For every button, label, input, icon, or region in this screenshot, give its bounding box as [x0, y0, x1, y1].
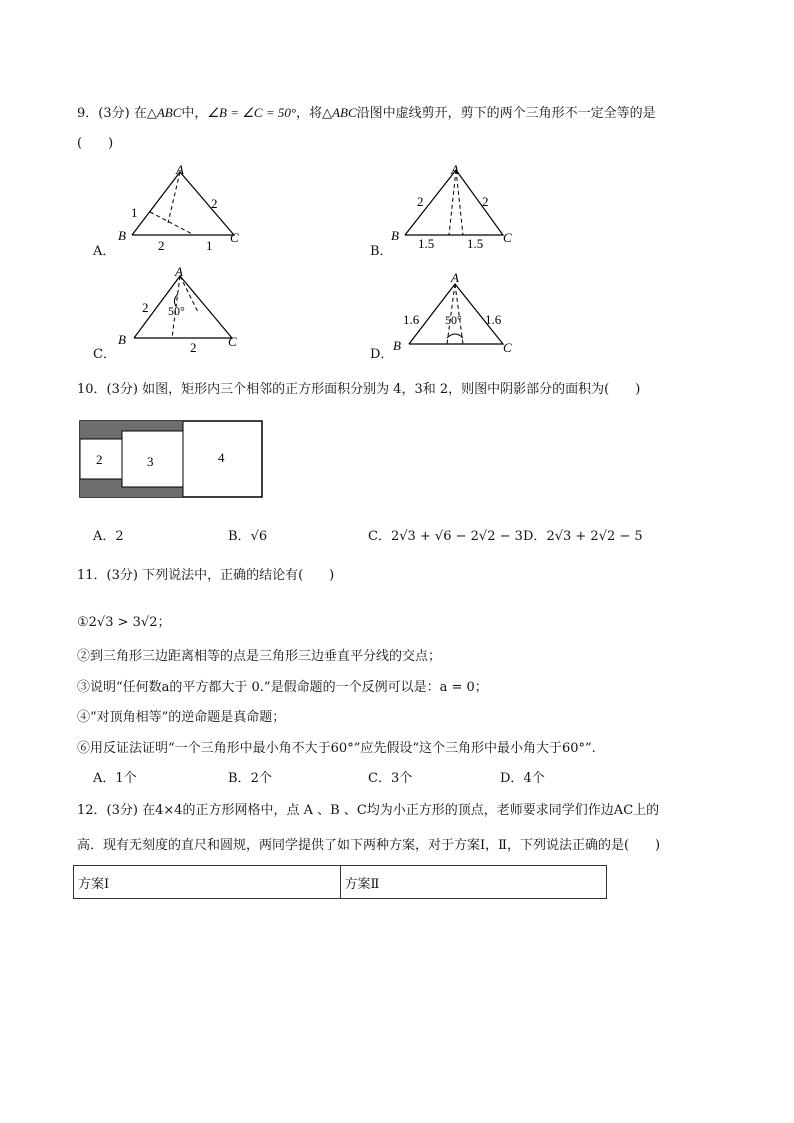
- base-label: 2: [190, 340, 197, 352]
- q9-figure-d: [385, 262, 525, 352]
- base-label: 1.5: [467, 236, 484, 250]
- q11-item-4: ④“对顶角相等”的逆命题是真命题；: [77, 710, 286, 725]
- side-label: 1: [131, 205, 138, 220]
- q10-option-a[interactable]: A．2: [93, 529, 124, 544]
- q10-stem: 10．(3分) 如图，矩形内三个相邻的正方形面积分别为 4，3和 2，则图中阴影部分的面积为( ): [77, 382, 641, 397]
- angle-label: 50°: [445, 313, 462, 327]
- vertex-c: C: [503, 340, 512, 352]
- vertex-a: A: [175, 264, 183, 279]
- q9-option-b-label[interactable]: B．: [370, 244, 393, 259]
- q10-option-c[interactable]: C．2√3 + √6 − 2√2 − 3: [368, 529, 523, 544]
- vertex-b: B: [118, 332, 126, 347]
- square-label: 4: [218, 450, 225, 465]
- base-label: 2: [158, 238, 165, 250]
- q11-option-b[interactable]: B．2个: [228, 771, 272, 786]
- angle-label: 50°: [168, 304, 185, 318]
- q9-option-c-label[interactable]: C．: [93, 347, 116, 362]
- q9-figure-b: [385, 160, 525, 250]
- q12-plans-table: [73, 865, 607, 899]
- q12-stem-line1: 12．(3分) 在4×4的正方形网格中，点 A 、B 、C均为小正方形的顶点，老师要求同学们作边AC上的: [77, 803, 660, 818]
- vertex-c: C: [503, 230, 512, 245]
- side-label: 1.6: [403, 312, 420, 327]
- q9-stem: 9．(3分) 在△ABC中，∠B = ∠C = 50°，将△ABC沿图中虚线剪开，剪下的两个三角形不一定全等的是: [77, 105, 656, 121]
- plan-1-cell: 方案Ⅰ: [74, 866, 341, 899]
- vertex-a: A: [451, 270, 459, 285]
- q10-option-b[interactable]: B．√6: [228, 529, 268, 544]
- side-label: 2: [417, 194, 424, 209]
- q9-paren: ( ): [77, 136, 114, 151]
- square-label: 3: [147, 454, 154, 469]
- q9-figure-c: [110, 262, 250, 352]
- side-label: 2: [142, 300, 149, 315]
- q11-option-a[interactable]: A．1个: [93, 771, 137, 786]
- q9-option-d-label[interactable]: D．: [370, 347, 394, 362]
- q11-stem: 11．(3分) 下列说法中，正确的结论有( ): [77, 568, 335, 583]
- plan-2-cell: 方案Ⅱ: [340, 866, 607, 899]
- side-label: 2: [211, 196, 218, 211]
- q11-item-1: ①2√3 > 3√2；: [77, 615, 171, 630]
- base-label: 1.5: [418, 236, 435, 250]
- q11-option-d[interactable]: D．4个: [500, 771, 545, 786]
- vertex-c: C: [230, 230, 239, 245]
- vertex-b: B: [393, 338, 401, 352]
- square-label: 2: [96, 452, 103, 467]
- vertex-a: A: [176, 162, 184, 177]
- q10-figure: [78, 420, 268, 502]
- base-label: 1: [206, 238, 213, 250]
- vertex-b: B: [391, 228, 399, 243]
- q12-stem-line2: 高．现有无刻度的直尺和圆规，两同学提供了如下两种方案，对于方案Ⅰ，Ⅱ，下列说法正确的是( ): [77, 838, 661, 853]
- vertex-c: C: [228, 334, 237, 349]
- q11-option-c[interactable]: C．3个: [368, 771, 413, 786]
- vertex-b: B: [118, 228, 126, 243]
- q9-figure-a: [110, 160, 250, 250]
- q11-item-2: ②到三角形三边距离相等的点是三角形三边垂直平分线的交点；: [77, 649, 442, 664]
- side-label: 2: [482, 194, 489, 209]
- q11-item-6: ⑥用反证法证明“一个三角形中最小角不大于60°”应先假设“这个三角形中最小角大于60°”.: [77, 741, 596, 756]
- side-label: 1.6: [485, 312, 502, 327]
- q9-option-a-label[interactable]: A．: [93, 244, 116, 259]
- vertex-a: A: [451, 162, 459, 177]
- q11-item-3: ③说明“任何数a的平方都大于 0.”是假命题的一个反例可以是：a = 0；: [77, 680, 488, 695]
- q10-option-d[interactable]: D．2√3 + 2√2 − 5: [523, 529, 643, 544]
